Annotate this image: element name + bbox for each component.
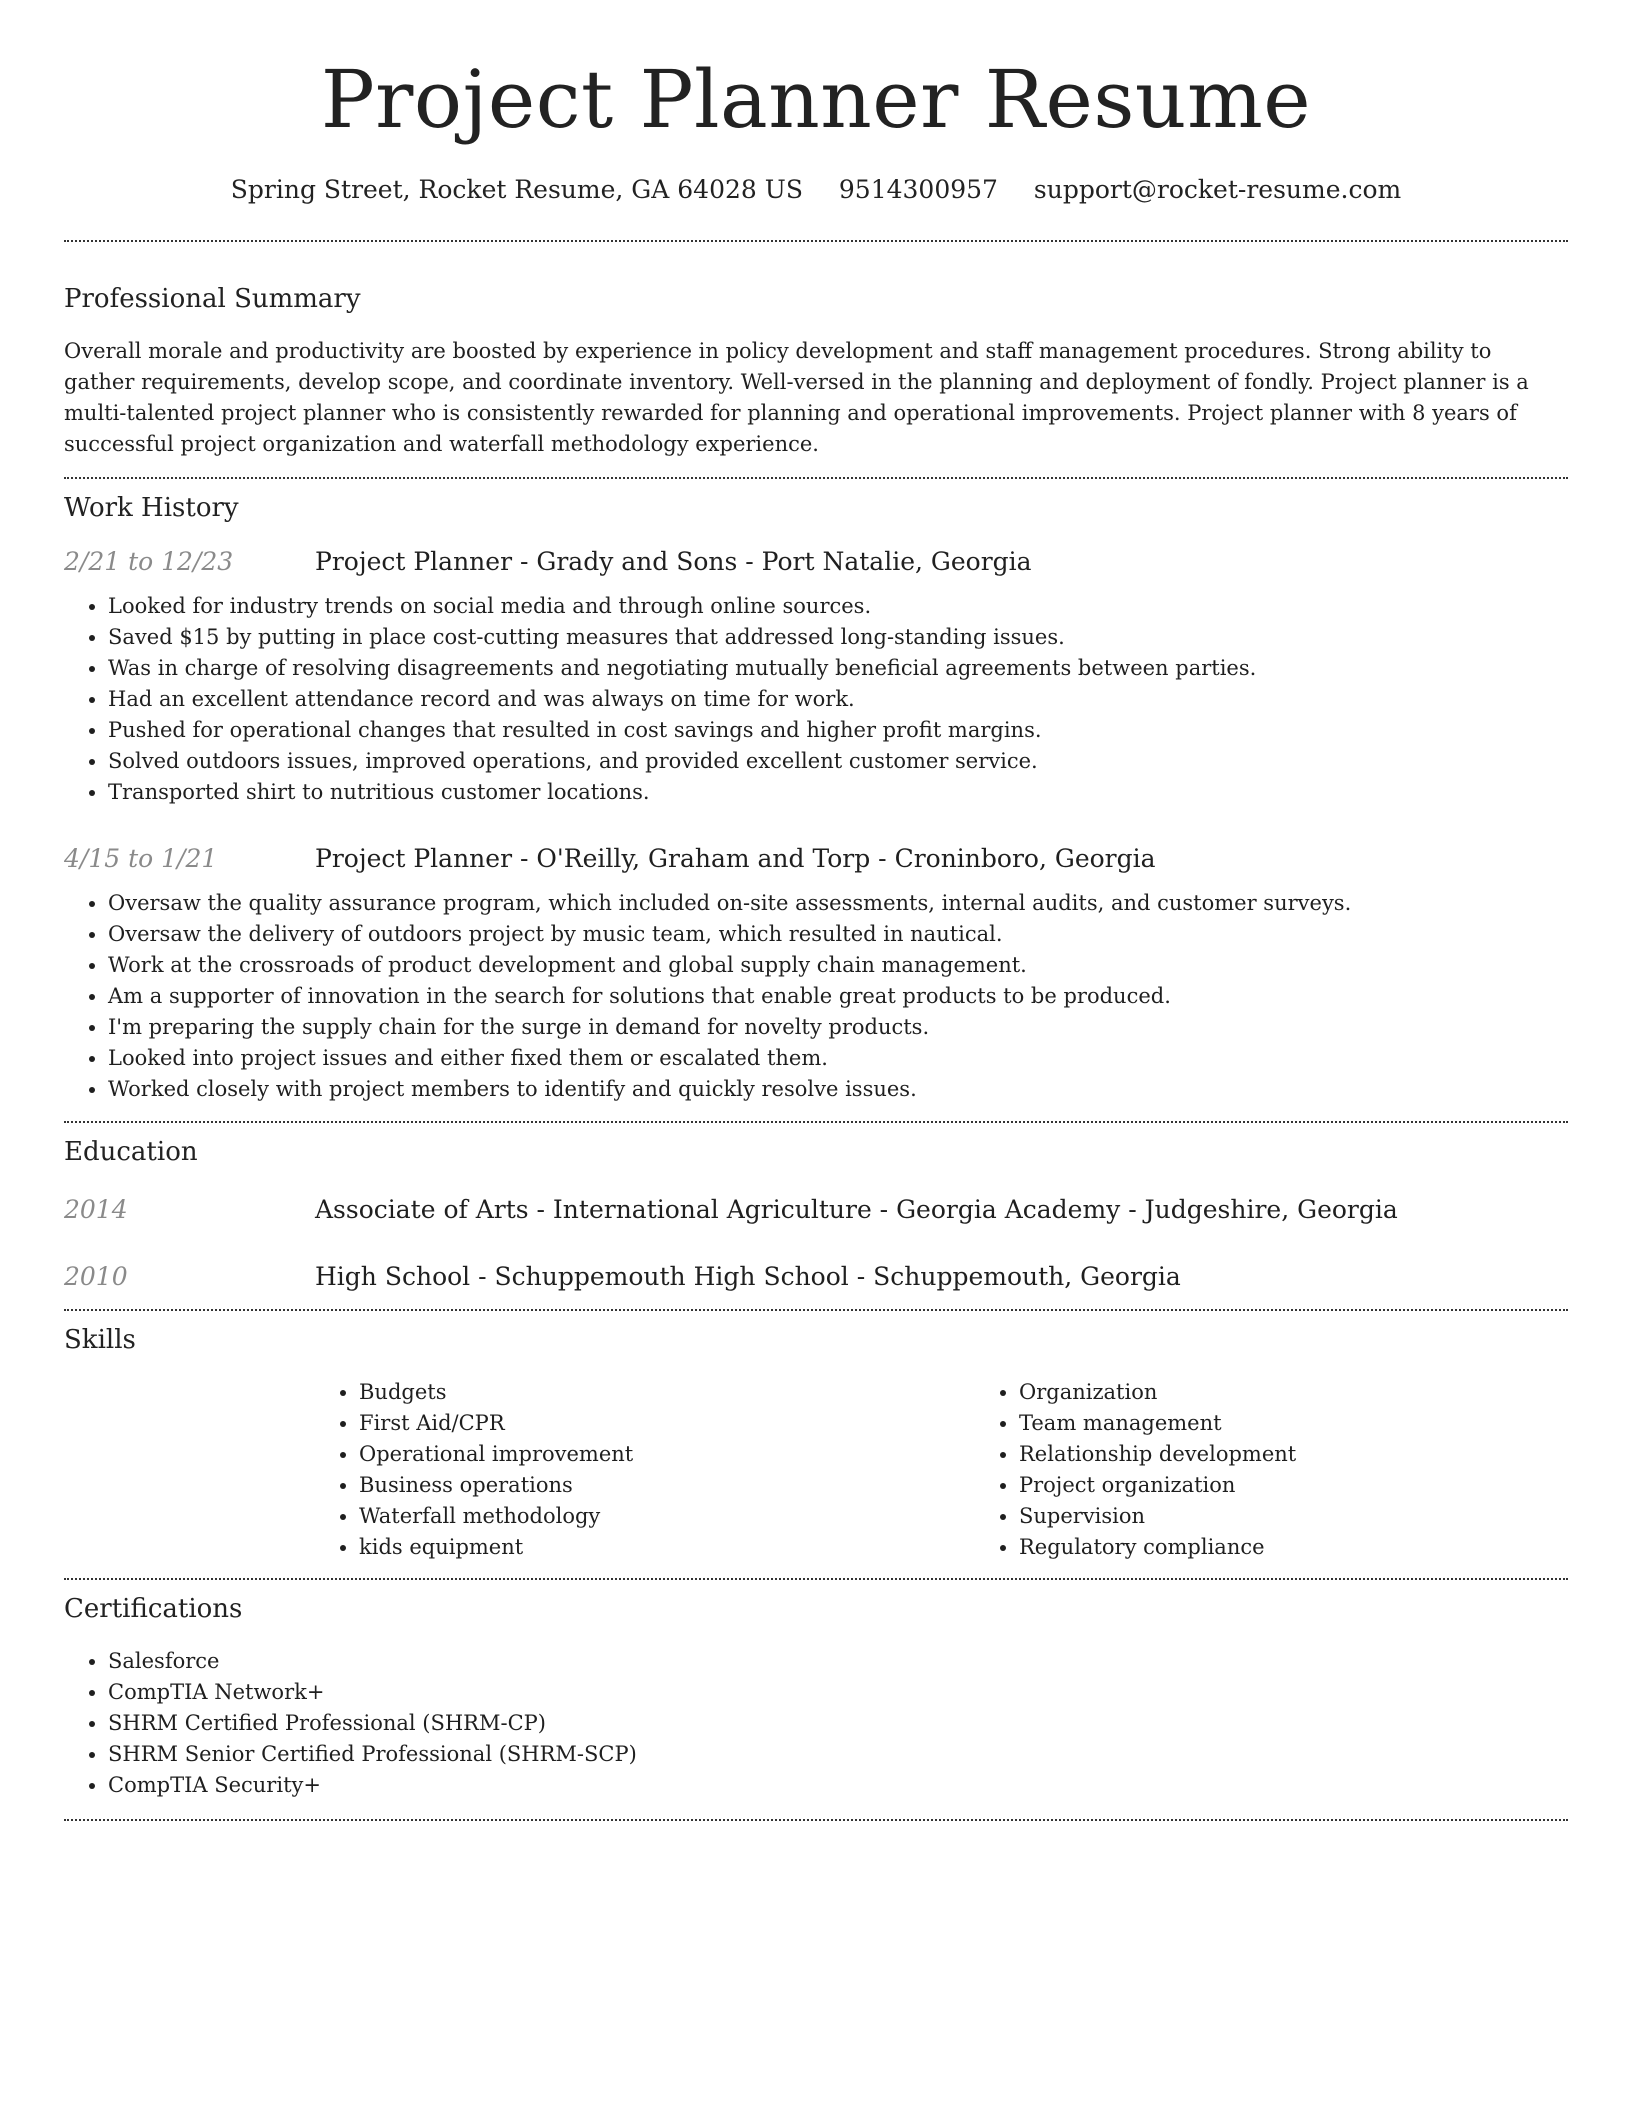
phone: 9514300957	[838, 175, 998, 204]
list-item: • Salesforce	[108, 1646, 1568, 1677]
education-text: Associate of Arts - International Agriculture - Georgia Academy - Judgeshire, Georgia	[315, 1195, 1398, 1224]
education-year: 2014	[64, 1195, 128, 1224]
contact-line	[64, 174, 1568, 206]
section-title-education: Education	[64, 1137, 198, 1167]
list-item: • Work at the crossroads of product development and global supply chain management.	[108, 950, 1568, 981]
list-item: • Regulatory compliance	[1019, 1532, 1632, 1563]
section-title-certifications: Certifications	[64, 1594, 243, 1624]
list-item: • Oversaw the delivery of outdoors project by music team, which resulted in nautical.	[108, 919, 1568, 950]
list-item: • Am a supporter of innovation in the search for solutions that enable great products to be produced.	[108, 981, 1568, 1012]
list-item: • I'm preparing the supply chain for the surge in demand for novelty products.	[108, 1012, 1568, 1043]
list-item: • kids equipment	[359, 1532, 975, 1563]
job-dates: 4/15 to 1/21	[64, 844, 218, 873]
list-item: • Organization	[1019, 1377, 1632, 1408]
list-item: • CompTIA Security+	[108, 1770, 1568, 1801]
list-item: • First Aid/CPR	[359, 1408, 975, 1439]
list-item: • Had an excellent attendance record and was always on time for work.	[108, 684, 1568, 715]
list-item: • Pushed for operational changes that resulted in cost savings and higher profit margins.	[108, 715, 1568, 746]
education-text: High School - Schuppemouth High School - Schuppemouth, Georgia	[315, 1262, 1181, 1291]
education-section	[64, 1123, 1568, 1294]
education-entry	[64, 1193, 1568, 1227]
job-entry	[64, 545, 1568, 808]
list-item: • Business operations	[359, 1470, 975, 1501]
email: support@rocket-resume.com	[1033, 175, 1402, 204]
list-item: • Saved $15 by putting in place cost-cutting measures that addressed long-standing issues.	[108, 622, 1568, 653]
job-bullets	[64, 591, 1568, 808]
list-item: • Was in charge of resolving disagreements and negotiating mutually beneficial agreements between parties.	[108, 653, 1568, 684]
certifications-section	[64, 1580, 1568, 1801]
list-item: • Budgets	[359, 1377, 975, 1408]
list-item: • Operational improvement	[359, 1439, 975, 1470]
address: Spring Street, Rocket Resume, GA 64028 US	[230, 175, 803, 204]
list-item: • Worked closely with project members to identify and quickly resolve issues.	[108, 1074, 1568, 1105]
work-history-section	[64, 479, 1568, 1105]
skills-list-left	[315, 1377, 975, 1563]
section-title-skills: Skills	[64, 1325, 136, 1355]
section-title-work: Work History	[64, 493, 239, 523]
education-entry	[64, 1260, 1568, 1294]
list-item: • Team management	[1019, 1408, 1632, 1439]
job-bullets	[64, 888, 1568, 1105]
summary-text: Overall morale and productivity are boosted by experience in policy development and staff management procedures. Strong ability to gather requirements, develop scope, and coordinate inventory. Well-versed in the planning and deployment of fondly. Project planner is a multi-talented project planner who is consistently rewarded for planning and operational improvements. Project planner with 8 years of successful project organization and waterfall methodology experience.	[64, 339, 1529, 456]
certifications-list	[64, 1646, 1568, 1801]
list-item: • Relationship development	[1019, 1439, 1632, 1470]
skills-columns	[315, 1377, 1568, 1563]
list-item: • Waterfall methodology	[359, 1501, 975, 1532]
list-item: • Project organization	[1019, 1470, 1632, 1501]
job-entry	[64, 842, 1568, 1105]
job-title: Project Planner - Grady and Sons - Port Natalie, Georgia	[315, 547, 1032, 576]
resume-title: Project Planner Resume	[320, 53, 1312, 146]
list-item: • Supervision	[1019, 1501, 1632, 1532]
list-item: • SHRM Senior Certified Professional (SHRM-SCP)	[108, 1739, 1568, 1770]
list-item: • Looked into project issues and either fixed them or escalated them.	[108, 1043, 1568, 1074]
list-item: • SHRM Certified Professional (SHRM-CP)	[108, 1708, 1568, 1739]
section-title-summary: Professional Summary	[64, 284, 361, 314]
divider	[64, 1819, 1568, 1821]
list-item: • Solved outdoors issues, improved operations, and provided excellent customer service.	[108, 746, 1568, 777]
skills-section	[64, 1311, 1568, 1563]
education-year: 2010	[64, 1262, 128, 1291]
list-item: • Oversaw the quality assurance program, which included on-site assessments, internal audits, and customer surveys.	[108, 888, 1568, 919]
summary-section	[64, 242, 1568, 460]
list-item: • Transported shirt to nutritious customer locations.	[108, 777, 1568, 808]
list-item: • CompTIA Network+	[108, 1677, 1568, 1708]
list-item: • Looked for industry trends on social media and through online sources.	[108, 591, 1568, 622]
job-dates: 2/21 to 12/23	[64, 547, 234, 576]
job-title: Project Planner - O'Reilly, Graham and Torp - Croninboro, Georgia	[315, 844, 1156, 873]
skills-list-right	[975, 1377, 1632, 1563]
